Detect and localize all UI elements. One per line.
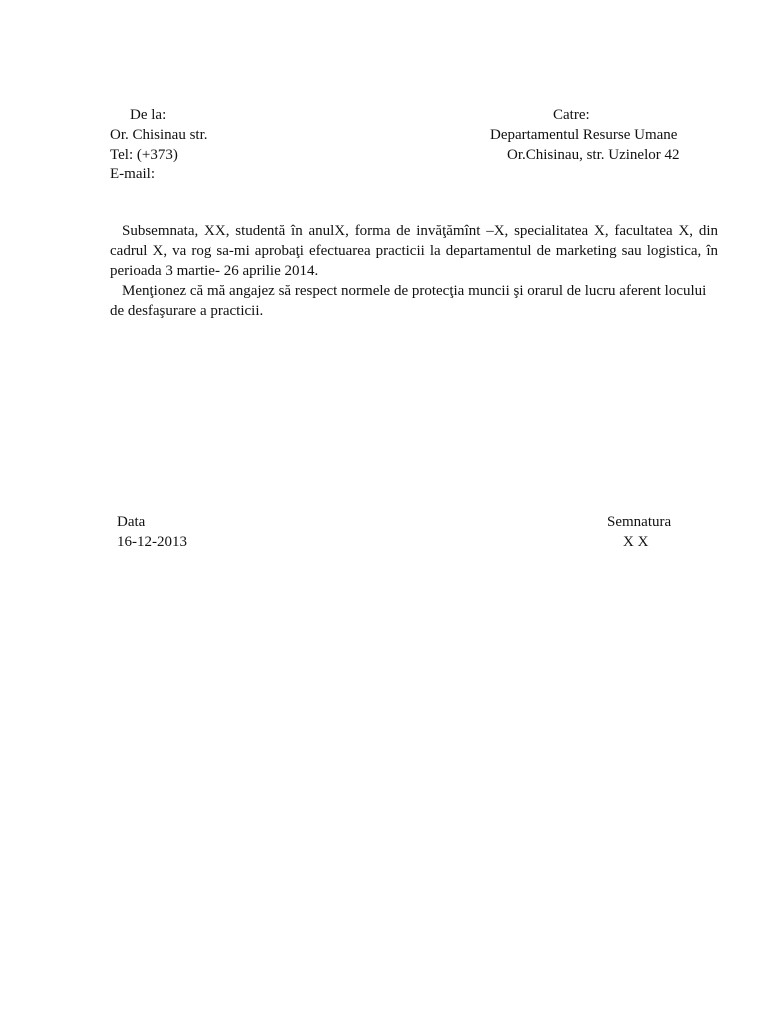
- signature-value: X X: [623, 534, 649, 550]
- recipient-label: Catre:: [553, 107, 590, 123]
- sender-label: De la:: [130, 107, 167, 123]
- date-value: 16-12-2013: [117, 534, 187, 550]
- letter-body: [110, 221, 718, 321]
- sender-email: E-mail:: [110, 166, 155, 182]
- commitment-paragraph: Menţionez că mă angajez să respect normele de protecţia muncii şi orarul de lucru aferent locului de desfaşurare a practicii.: [110, 283, 707, 319]
- recipient-department: Departamentul Resurse Umane: [490, 127, 678, 143]
- date-label: Data: [117, 514, 146, 530]
- sender-phone: Tel: (+373): [110, 147, 178, 163]
- signature-label: Semnatura: [607, 514, 672, 530]
- request-paragraph: Subsemnata, XX, studentă în anulX, forma de invăţămînt –X, specialitatea X, facultatea X, din cadrul X, va rog sa-mi aprobaţi efectuarea practicii la departamentul de marketing sau logistica, în perioada 3 martie- 26 aprilie 2014.: [110, 223, 718, 279]
- recipient-address: Or.Chisinau, str. Uzinelor 42: [507, 147, 680, 163]
- sender-address: Or. Chisinau str.: [110, 127, 208, 143]
